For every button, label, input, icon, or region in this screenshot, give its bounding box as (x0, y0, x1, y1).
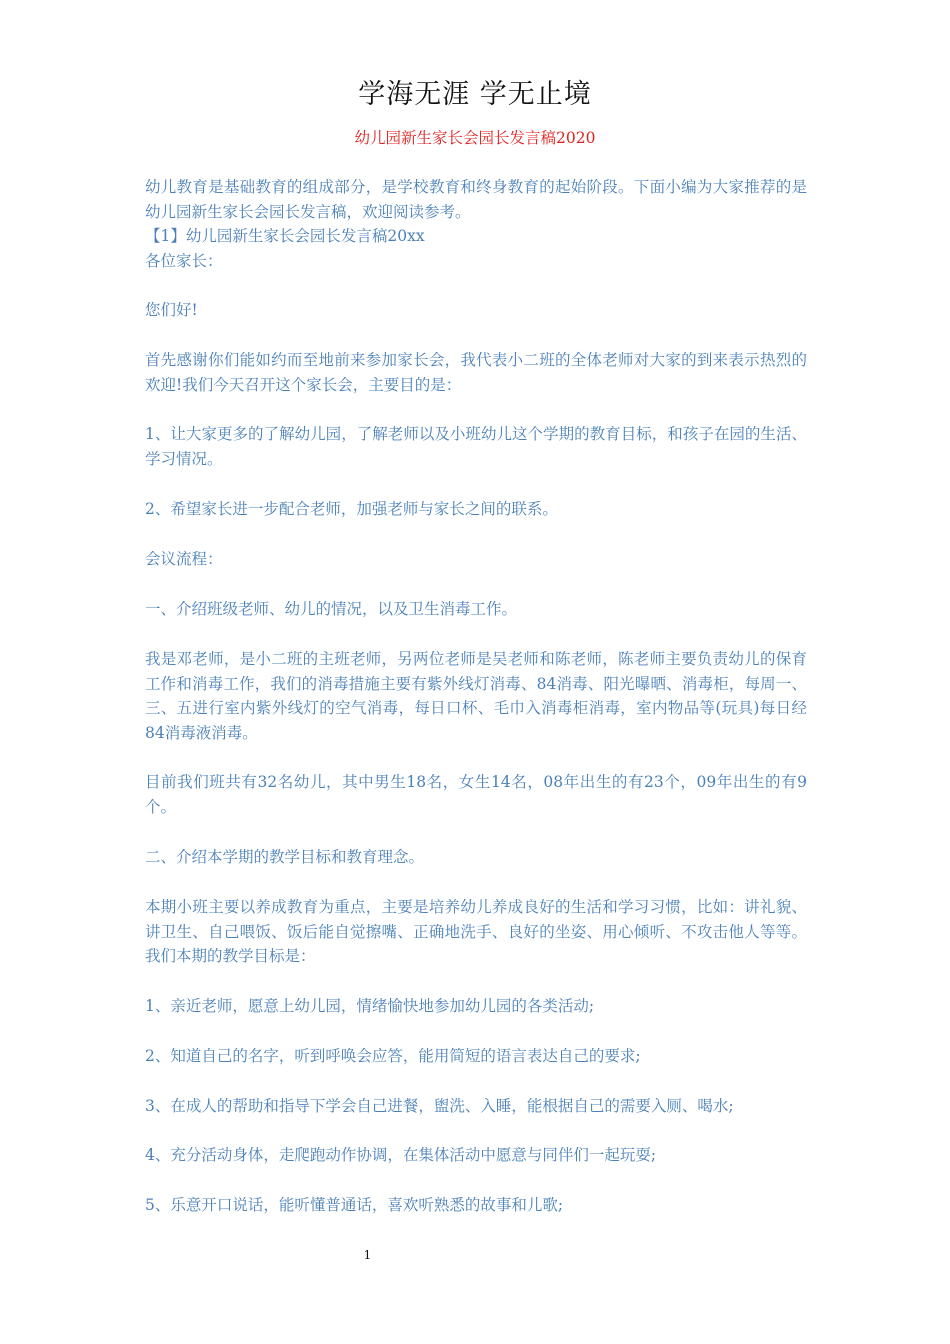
agenda-section-1: 一、介绍班级老师、幼儿的情况，以及卫生消毒工作。 (145, 600, 518, 618)
document-title: 幼儿园新生家长会园长发言稿2020 (354, 129, 596, 147)
section-heading-1: 【1】幼儿园新生家长会园长发言稿20xx (145, 227, 425, 245)
purpose-item-2: 2、希望家长进一步配合老师，加强老师与家长之间的联系。 (145, 500, 558, 518)
paragraph-intro: 幼儿教育是基础教育的组成部分，是学校教育和终身教育的起始阶段。下面小编为大家推荐的是幼儿园新生家长会园长发言稿，欢迎阅读参考。 (145, 178, 807, 221)
paragraph-welcome: 首先感谢你们能如约而至地前来参加家长会，我代表小二班的全体老师对大家的到来表示热烈的欢迎!我们今天召开这个家长会，主要目的是： (145, 351, 807, 394)
goal-item-1: 1、亲近老师，愿意上幼儿园，情绪愉快地参加幼儿园的各类活动; (145, 997, 595, 1015)
goal-item-5: 5、乐意开口说话，能听懂普通话，喜欢听熟悉的故事和儿歌; (145, 1196, 564, 1214)
paragraph-teachers: 我是邓老师，是小二班的主班老师，另两位老师是吴老师和陈老师，陈老师主要负责幼儿的保育工作和消毒工作，我们的消毒措施主要有紫外线灯消毒、84消毒、阳光曝晒、消毒柜，每周一、三、五进行室内紫外线灯的空气消毒，每日口杯、毛巾入消毒柜消毒，室内物品等(玩具)每日经84消毒液消毒。 (145, 650, 807, 742)
paragraph-class-stats: 目前我们班共有32名幼儿，其中男生18名，女生14名，08年出生的有23个，09年出生的有9个。 (145, 773, 807, 816)
purpose-item-1: 1、让大家更多的了解幼儿园，了解老师以及小班幼儿这个学期的教育目标，和孩子在园的生活、学习情况。 (145, 425, 807, 468)
paragraph-education-focus: 本期小班主要以养成教育为重点，主要是培养幼儿养成良好的生活和学习习惯，比如：讲礼貌、讲卫生、自己喂饭、饭后能自觉擦嘴、正确地洗手、良好的坐姿、用心倾听、不攻击他人等等。我们本期的教学目标是： (145, 898, 807, 965)
goal-item-2: 2、知道自己的名字，听到呼唤会应答，能用简短的语言表达自己的要求; (145, 1047, 641, 1065)
page-number: 1 (363, 1248, 372, 1262)
page-header: 学海无涯 学无止境 (358, 79, 592, 110)
greeting: 您们好! (145, 301, 198, 319)
salutation: 各位家长： (145, 252, 223, 270)
agenda-heading: 会议流程： (145, 550, 223, 568)
goal-item-4: 4、充分活动身体，走爬跑动作协调，在集体活动中愿意与同伴们一起玩耍; (145, 1146, 657, 1164)
agenda-section-2: 二、介绍本学期的教学目标和教育理念。 (145, 848, 425, 866)
goal-item-3: 3、在成人的帮助和指导下学会自己进餐，盥洗、入睡，能根据自己的需要入厕、喝水; (145, 1097, 734, 1115)
